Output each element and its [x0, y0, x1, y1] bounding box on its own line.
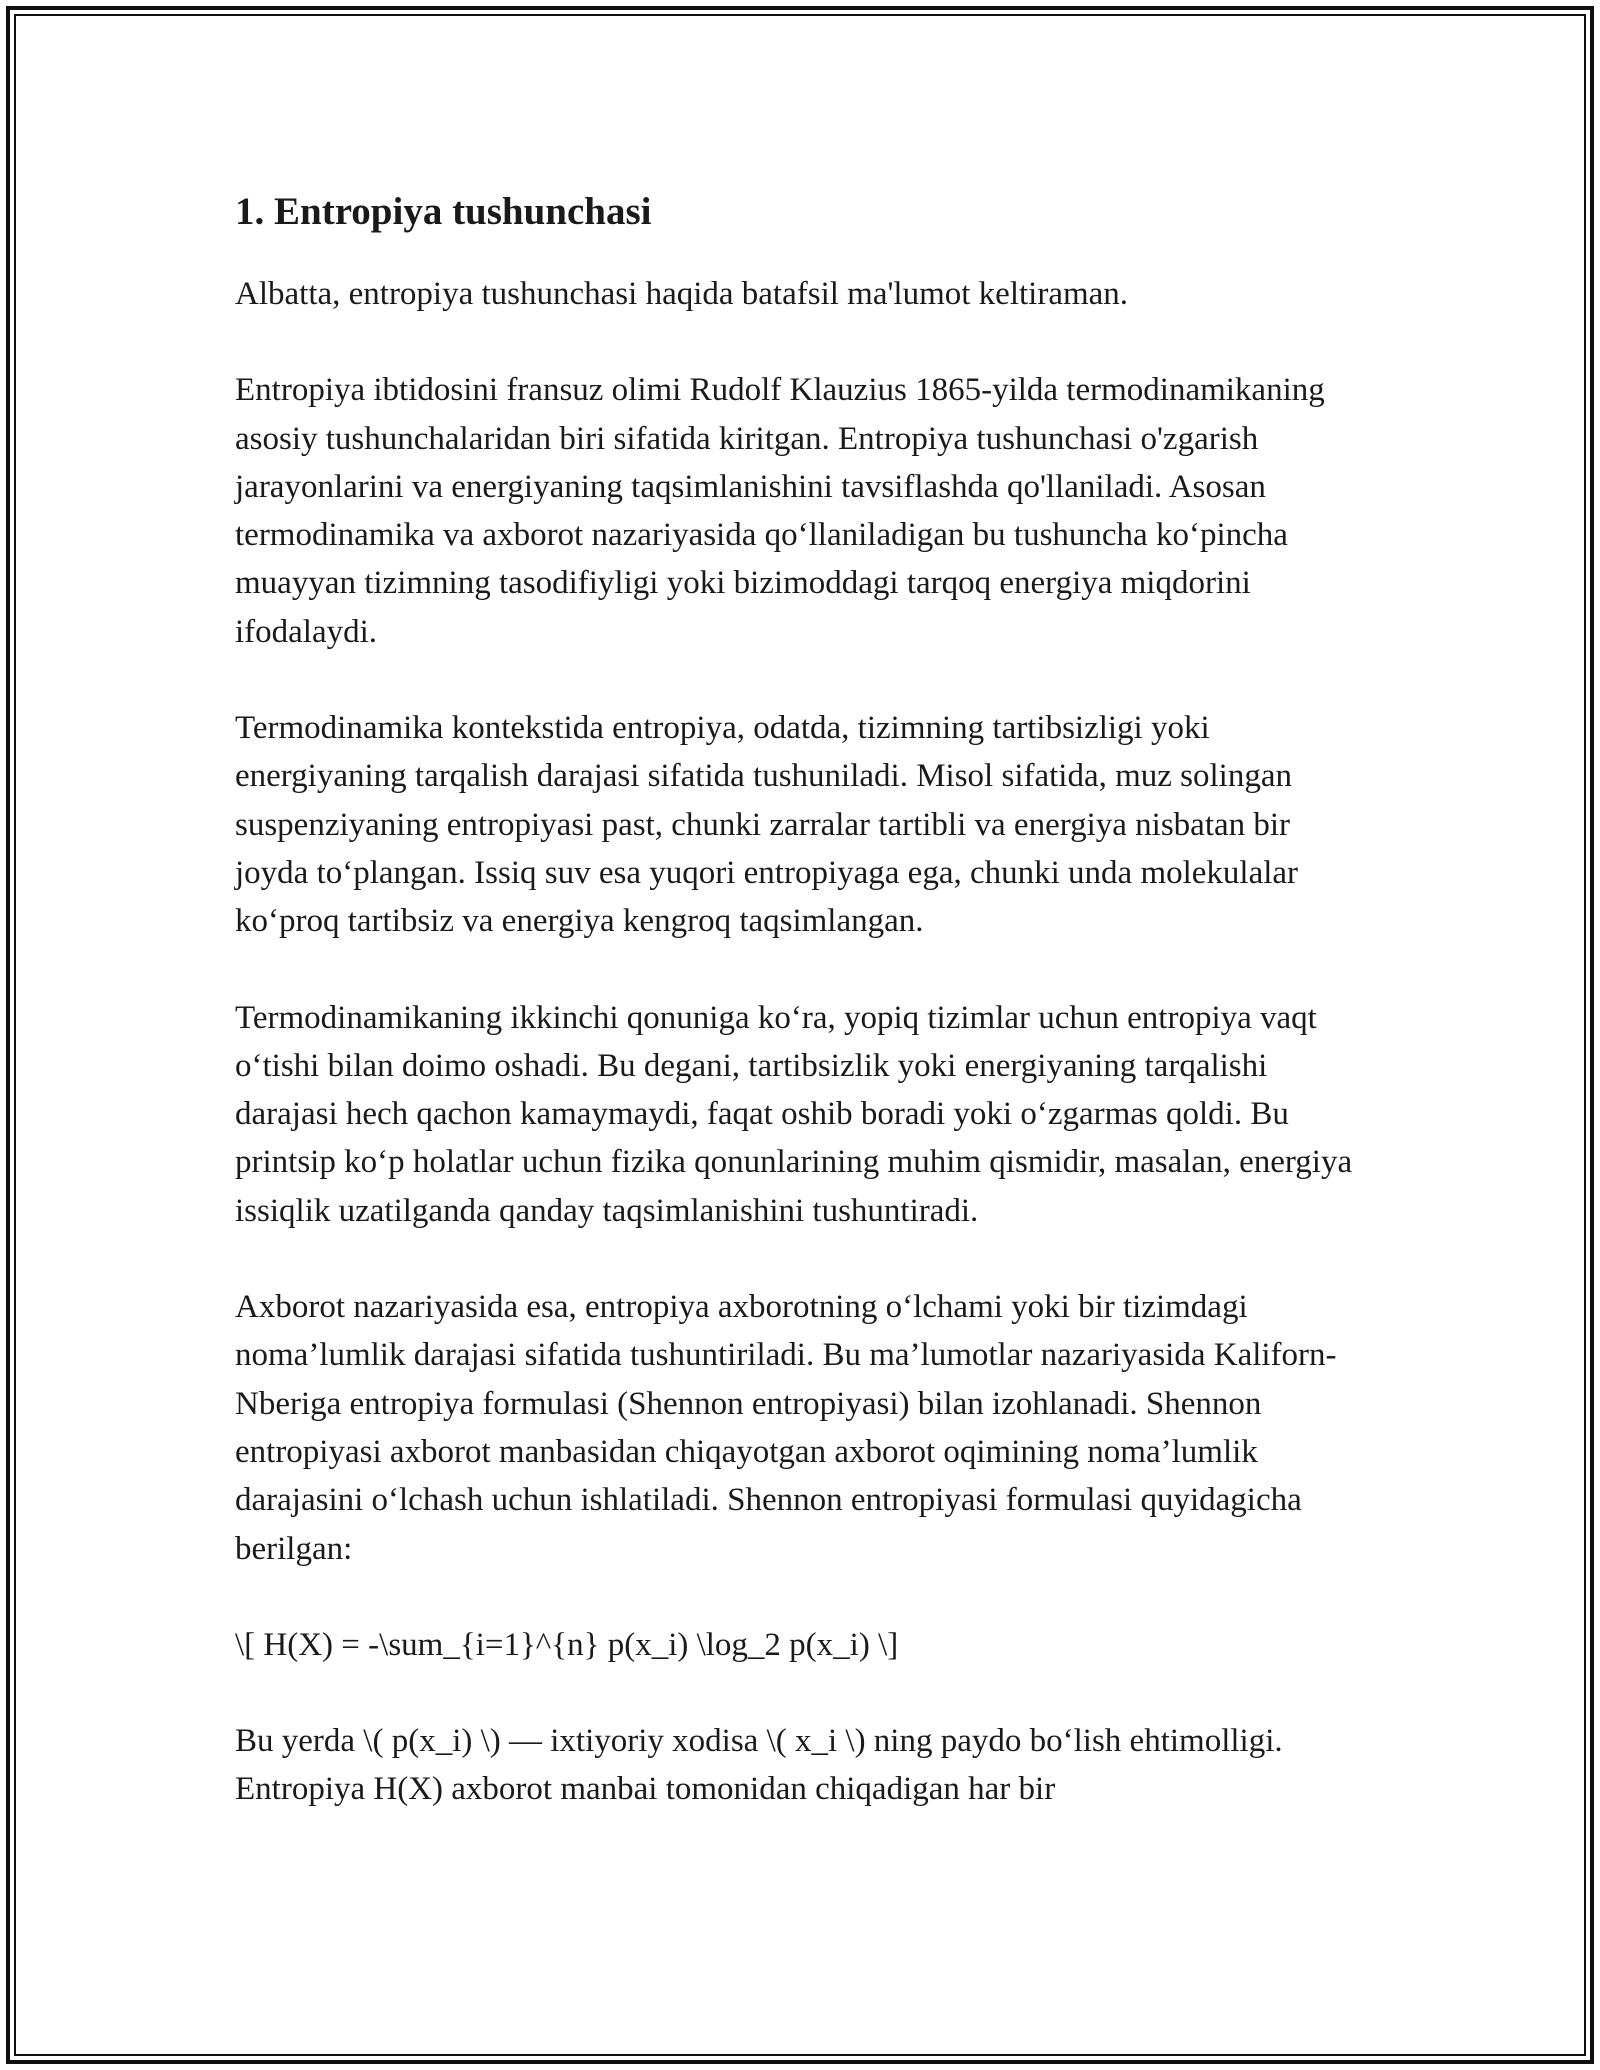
paragraph-second-law: Termodinamikaning ikkinchi qonuniga ko‘ra, yopiq tizimlar uchun entropiya vaqt o‘tishi bilan doimo oshadi. Bu degani, tartibsizlik yoki energiyaning tarqalishi darajasi hech qachon kamaymaydi, faqat oshib boradi yoki o‘zgarmas qoldi. Bu printsip ko‘p holatlar uchun fizika qonunlarining muhim qismidir, masalan, energiya issiqlik uzatilganda qanday taqsimlanishini tushuntiradi. [235, 999, 1353, 1229]
paragraph-thermodynamics: Termodinamika kontekstida entropiya, odatda, tizimning tartibsizligi yoki energiyaning tarqalish darajasi sifatida tushuniladi. Misol sifatida, muz solingan suspenziyaning entropiyasi past, chunki zarralar tartibli va energiya nisbatan bir joyda to‘plangan. Issiq suv esa yuqori entropiyaga ega, chunki unda molekulalar ko‘proq tartibsiz va energiya kengroq taqsimlangan. [235, 710, 1299, 940]
document-body [235, 186, 1365, 1862]
paragraph-intro: Albatta, entropiya tushunchasi haqida batafsil ma'lumot keltiraman. [235, 276, 1129, 312]
paragraph-information-theory: Axborot nazariyasida esa, entropiya axborotning o‘lchami yoki bir tizimdagi noma’lumlik darajasi sifatida tushuntiriladi. Bu ma’lumotlar nazariyasida Kaliforn-Nberiga entropiya formulasi (Shennon entropiyasi) bilan izohlanadi. Shennon entropiyasi axborot manbasidan chiqayotgan axborot oqimining noma’lumlik darajasini o‘lchash uchun ishlatiladi. Shennon entropiyasi formulasi quyidagicha berilgan: [235, 1289, 1337, 1567]
section-heading: 1. Entropiya tushunchasi [235, 190, 652, 233]
paragraph-formula-explanation: Bu yerda \( p(x_i) \) — ixtiyoriy xodisa \( x_i \) ning paydo bo‘lish ehtimolligi. Entropiya H(X) axborot manbai tomonidan chiqadigan har bir [235, 1723, 1283, 1808]
shannon-formula: \[ H(X) = -\sum_{i=1}^{n} p(x_i) \log_2 p(x_i) \] [235, 1626, 899, 1663]
paragraph-history: Entropiya ibtidosini fransuz olimi Rudolf Klauzius 1865-yilda termodinamikaning asosiy tushunchalaridan biri sifatida kiritgan. Entropiya tushunchasi o'zgarish jarayonlarini va energiyaning taqsimlanishini tavsiflashda qo'llaniladi. Asosan termodinamika va axborot nazariyasida qo‘llaniladigan bu tushuncha ko‘pincha muayyan tizimning tasodifiyligi yoki bizimoddagi tarqoq energiya miqdorini ifodalaydi. [235, 372, 1325, 650]
